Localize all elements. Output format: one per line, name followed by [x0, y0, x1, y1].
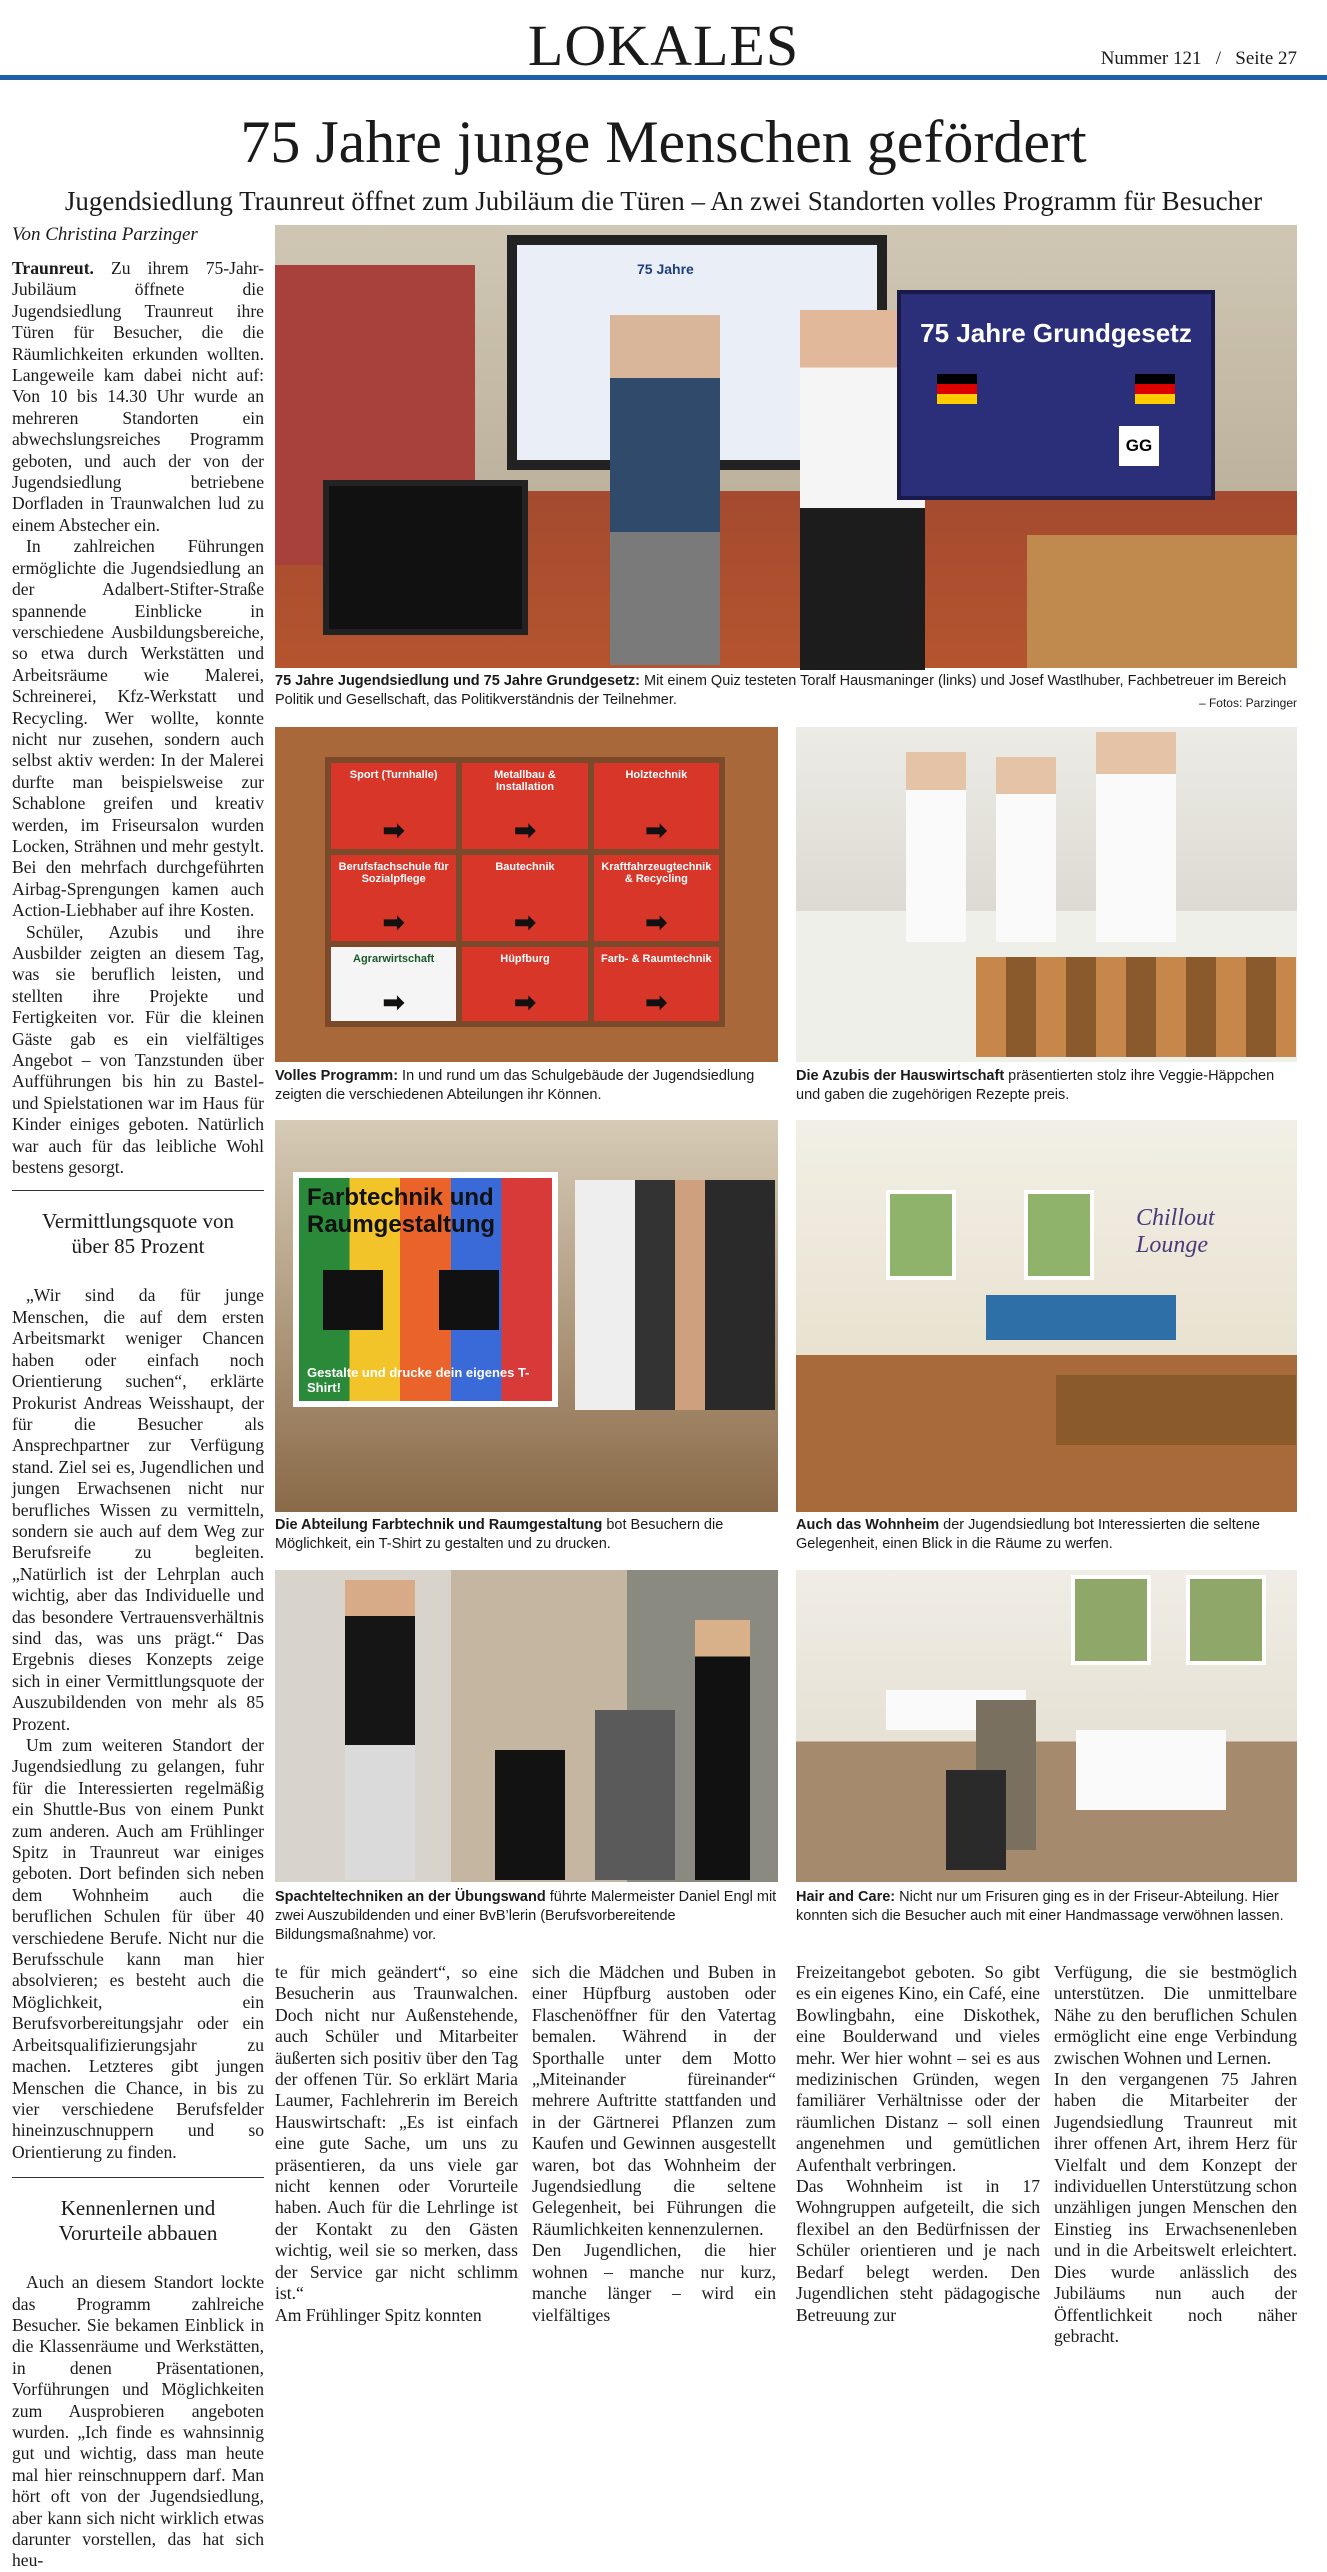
- gg-sign: GG: [1119, 426, 1159, 466]
- headline: 75 Jahre junge Menschen gefördert: [240, 109, 1087, 175]
- article-column-5: Verfügung, die sie bestmöglich unterstützen. Die unmittelbare Nähe zu den beruflichen Schulen ermöglicht eine enge Verbindung zwischen Wohnen und Lernen. In den vergangenen 75 Jahren haben die Mitarbeiter der Jugendsiedlung Traunreut mit ihrer offenen Art, ihrem Herz für Vielfalt und dem Konzept der individuellen Unterstützung schon unzähligen jungen Menschen den Einstieg ins Erwachsenenleben und in die Arbeitswelt erleichtert. Dies wurde anlässlich des Jubiläums nun auch der Öffentlichkeit noch näher gebracht.: [1054, 1962, 1297, 2346]
- direction-sign: [331, 855, 456, 941]
- arrow-right-icon: ➡: [382, 815, 405, 845]
- direction-sign: [594, 763, 719, 849]
- teacher: [345, 1580, 415, 1880]
- table: [1027, 535, 1297, 668]
- arrow-right-icon: ➡: [514, 987, 536, 1017]
- tshirt-icon: [439, 1270, 499, 1330]
- paragraph: Schüler, Azubis und ihre Ausbilder zeigten an diesem Tag, was sie beruflich leisten, und stellten ihre Projekte und Fertigkeiten vor. Für die kleinen Gäste gab es ein vielfältiges Angebot – von Tanzstunden über Aufführungen bis hin zu Bastel- und Spielstationen war im Haus für Kinder einiges geboten. Natürlich war auch für das leibliche Wohl bestens gesorgt.: [12, 921, 264, 1178]
- sign-label: Holztechnik: [625, 769, 688, 781]
- visitors: [575, 1180, 775, 1410]
- paragraph: Um zum weiteren Standort der Jugendsiedlung zu gelangen, fuhr für die Interessierten regelmäßig ein Shuttle-Bus von einem Punkt zum anderen. Auch am Frühlinger Spitz in Traunreut war einiges geboten. Dort befinden sich neben dem Wohnheim auch die beruflichen Schulen für über 40 verschiedene Berufe. Nicht nur die Berufsschule kann man hier absolvieren; es besteht auch die Möglichkeit, ein Berufsvorbereitungsjahr oder ein Arbeitsqualifizierungsjahr zu machen. Letzteres gibt jungen Menschen die Chance, in bis zu vier verschiedene Berufsfelder hineinzuschnuppern und so Orientierung zu finden.: [12, 1735, 264, 2162]
- chair: [946, 1770, 1006, 1870]
- arrow-right-icon: ➡: [645, 907, 668, 937]
- caption-farbtechnik: Die Abteilung Farbtechnik und Raumgestaltung bot Besuchern die Möglichkeit, ein T-Shirt zu gestalten und zu drucken.: [275, 1517, 724, 1552]
- azubi: [906, 752, 966, 942]
- window: [886, 1190, 956, 1280]
- caption-wohnheim: Auch das Wohnheim der Jugendsiedlung bot Interessierten die seltene Gelegenheit, einen Blick in die Räume zu werfen.: [796, 1517, 1260, 1552]
- arrow-right-icon: ➡: [382, 987, 405, 1017]
- subtitle: Kennenlernen und Vorurteile abbauen: [12, 2177, 264, 2264]
- sign-label: Metallbau & Installation: [494, 769, 556, 793]
- sign-board: [325, 757, 725, 1027]
- window: [1071, 1575, 1151, 1665]
- screen-title: 75 Jahre: [637, 261, 694, 277]
- article-column-4: Freizeitangebot geboten. So gibt es ein eigenes Kino, ein Café, eine Bowlingbahn, eine Diskothek, eine Boulderwand und vieles mehr. Wer hier wohnt – sei es aus medizinischen Gründen, wegen familiärer Verhältnisse oder der räumlichen Distanz – soll einen angenehmen und gemütlichen Aufenthalt verbringen. Das Wohnheim ist in 17 Wohngruppen aufgeteilt, die sich flexibel an den Bedürfnissen der Schüler orientieren und je nach Bedarf belegt werden. Den Jugendlichen steht pädagogische Betreuung zur: [796, 1962, 1040, 2325]
- table: [1056, 1375, 1296, 1445]
- arrow-right-icon: ➡: [645, 987, 668, 1017]
- food-trays: [976, 957, 1296, 1057]
- arrow-right-icon: ➡: [514, 907, 536, 937]
- person-left: [610, 315, 720, 665]
- tshirt-icon: [323, 1270, 383, 1330]
- direction-sign: [594, 947, 719, 1021]
- poster: [293, 1172, 558, 1407]
- photo-spachtel: [275, 1570, 778, 1882]
- paragraph: „Wir sind da für junge Menschen, die auf dem ersten Arbeitsmarkt weniger Chancen haben oder einfach noch Orientierung suchen“, erklärte Prokurist Andreas Weisshaupt, der für die Besucher als Ansprechpartner zur Verfügung stand. Ziel sei es, Jugendlichen und jungen Erwachsenen nicht nur berufliches Wissen zu vermitteln, sondern sie auch auf dem Weg zur Berufsreife zu begleiten. „Natürlich ist der Lehrplan auch wichtig, aber das Individuelle und das besondere Vertrauensverhältnis sind das, was uns prägt.“ Das Ergebnis dieses Konzepts zeige sich in einer Vermittlungsquote der Auszubildenden von mehr als 85 Prozent.: [12, 1285, 264, 1734]
- sign-label: Kraftfahrzeugtechnik & Recycling: [601, 861, 712, 885]
- direction-sign: [462, 763, 587, 849]
- paragraph: In zahlreichen Führungen ermöglichte die Jugendsiedlung an der Adalbert-Stifter-Straße spannende Einblicke in verschiedene Ausbildungsbereiche, so etwa durch Werkstätten und Arbeitsräume wie Malerei, Schreinerei, Kfz-Werkstatt und Recycling. Wer wollte, konnte nicht nur zusehen, sondern auch selbst aktiv werden: In der Malerei durfte man beispielsweise zur Schablone greifen und kreativ werden, im Friseursalon wurden Locken, Strähnen und mehr gestylt. Bei den mehrfach durchgeführten Airbag-Sprengungen kamen auch Action-Liebhaber auf ihre Kosten.: [12, 536, 264, 921]
- caption-spachtel: Spachteltechniken an der Übungswand führte Malermeister Daniel Engl mit zwei Auszubildenden und einer BvB’lerin (Berufsvorbereitende Bildungsmaßnahme) vor.: [275, 1889, 777, 1943]
- main-photo: [275, 225, 1297, 668]
- photo-kitchen: [796, 727, 1297, 1062]
- subtitle: Vermittlungsquote von über 85 Prozent: [12, 1190, 264, 1277]
- main-photo-caption: 75 Jahre Jugendsiedlung und 75 Jahre Grundgesetz: Mit einem Quiz testeten Toralf Hausmaninger (links) und Josef Wastlhuber, Fachbetreuer im Bereich Politik und Gesellschaft, das Politikverständnis der Teilnehmer.: [275, 673, 1287, 708]
- photo-hair-care: [796, 1570, 1297, 1882]
- poster-title: Farbtechnik und Raumgestaltung: [307, 1184, 496, 1238]
- trainee: [495, 1750, 565, 1880]
- paragraph: Auch an diesem Standort lockte das Programm zahlreiche Besucher. Sie bekamen Einblick in die Klassenräume und Werkstätten, in denen Präsentationen, Vorführungen und Möglichkeiten zum Ausprobieren angeboten wurden. „Ich finde es wahnsinnig gut und wichtig, dass man heute mal hier reinschnuppern darf. Man hört oft von der Jugendsiedlung, aber kann sich nicht wirklich etwas darunter vorstellen, das hat sich heu-: [12, 2272, 264, 2571]
- direction-sign: [594, 855, 719, 941]
- flag-icon: [937, 374, 977, 404]
- dateline: Traunreut.: [12, 258, 94, 278]
- direction-sign: [462, 947, 587, 1021]
- photo-credit: – Fotos: Parzinger: [1198, 696, 1297, 710]
- trainee: [595, 1710, 675, 1880]
- photo-wohnheim: [796, 1120, 1297, 1512]
- direction-sign: [331, 947, 456, 1021]
- window: [1024, 1190, 1094, 1280]
- paragraph: Traunreut. Zu ihrem 75-Jahr-Jubiläum öffnete die Jugendsiedlung Traunreut ihre Türen für Besucher, die die Räumlichkeiten erkunden wollten. Langeweile kam dabei nicht auf: Von 10 bis 14.30 Uhr wurde an mehreren Standorten ein abwechslungsreiches Programm geboten, und auch der von der Jugendsiedlung betriebene Dorfladen in Traunwalchen lud zu einem Abstecher ein.: [12, 258, 264, 535]
- article-column-3: sich die Mädchen und Buben in einer Hüpfburg austoben oder Flaschenöffner für den Vatertag bemalen. Während in der Sporthalle unter dem Motto „Miteinander füreinander“ mehrere Auftritte stattfanden und in der Gärtnerei Pflanzen zum Kaufen und Gewinnen ausgestellt waren, bot das Wohnheim der Jugendsiedlung die seltene Gelegenheit, bei Führungen die Räumlichkeiten kennenzulernen. Den Jugendlichen, die hier wohnen – manche nur kurz, manche länger – wird ein vielfältiges: [532, 1962, 776, 2325]
- article-column-1: [12, 258, 264, 2571]
- sign-label: Hüpfburg: [500, 953, 550, 965]
- issue-info: Nummer 121 / Seite 27: [1100, 48, 1297, 69]
- photo-farbtechnik: [275, 1120, 778, 1512]
- azubi: [996, 757, 1056, 942]
- arrow-right-icon: ➡: [382, 907, 405, 937]
- caption-signs: Volles Programm: In und rund um das Schulgebäude der Jugendsiedlung zeigten die verschiedenen Abteilungen ihr Können.: [275, 1068, 755, 1103]
- arrow-right-icon: ➡: [645, 815, 668, 845]
- azubi: [1096, 732, 1176, 942]
- photo-signs: [275, 727, 778, 1062]
- wall-mural: Chillout Lounge: [1136, 1205, 1215, 1258]
- sign-label: Bautechnik: [495, 861, 555, 873]
- monitor: [323, 480, 528, 635]
- sofa: [986, 1295, 1176, 1340]
- banner: [897, 290, 1215, 500]
- poster-subtitle: Gestalte und drucke dein eigenes T-Shirt!: [307, 1365, 530, 1395]
- banner-title: 75 Jahre Grundgesetz: [920, 318, 1192, 348]
- article-column-2: te für mich geändert“, so eine Besucherin aus Traunwalchen. Doch nicht nur Außenstehende, auch Schüler und Mitarbeiter äußerten sich positiv über den Tag der offenen Tür. So erklärt Maria Laumer, Fachlehrerin im Bereich Hauswirtschaft: „Es ist einfach eine gute Sache, um uns zu präsentieren, da uns viele gar nicht kennen oder Vorurteile haben. Auch für die Lehrlinge ist der Kontakt zu den Gästen wichtig, weil sie so merken, dass der Service gar nicht schlimm ist.“ Am Frühlinger Spitz konnten: [275, 1962, 518, 2325]
- section-title: LOKALES: [527, 13, 800, 78]
- table: [1076, 1730, 1226, 1810]
- sign-label: Sport (Turnhalle): [349, 769, 438, 781]
- subheadline: Jugendsiedlung Traunreut öffnet zum Jubiläum die Türen – An zwei Standorten volles Programm für Besucher: [64, 186, 1263, 216]
- direction-sign: [462, 855, 587, 941]
- sign-label: Berufsfachschule für Sozialpflege: [338, 861, 449, 885]
- direction-sign: [331, 763, 456, 849]
- byline: Von Christina Parzinger: [12, 224, 198, 245]
- sign-label: Farb- & Raumtechnik: [601, 953, 712, 965]
- caption-kitchen: Die Azubis der Hauswirtschaft präsentierten stolz ihre Veggie-Häppchen und gaben die zugehörigen Rezepte preis.: [796, 1068, 1275, 1103]
- sign-label: Agrarwirtschaft: [353, 953, 435, 965]
- window: [1186, 1575, 1266, 1665]
- caption-hair-care: Hair and Care: Nicht nur um Frisuren ging es in der Friseur-Abteilung. Hier konnten sich die Besucher auch mit einer Handmassage verwöhnen lassen.: [796, 1889, 1284, 1924]
- arrow-right-icon: ➡: [514, 815, 536, 845]
- flag-icon: [1135, 374, 1175, 404]
- trainee: [695, 1620, 750, 1880]
